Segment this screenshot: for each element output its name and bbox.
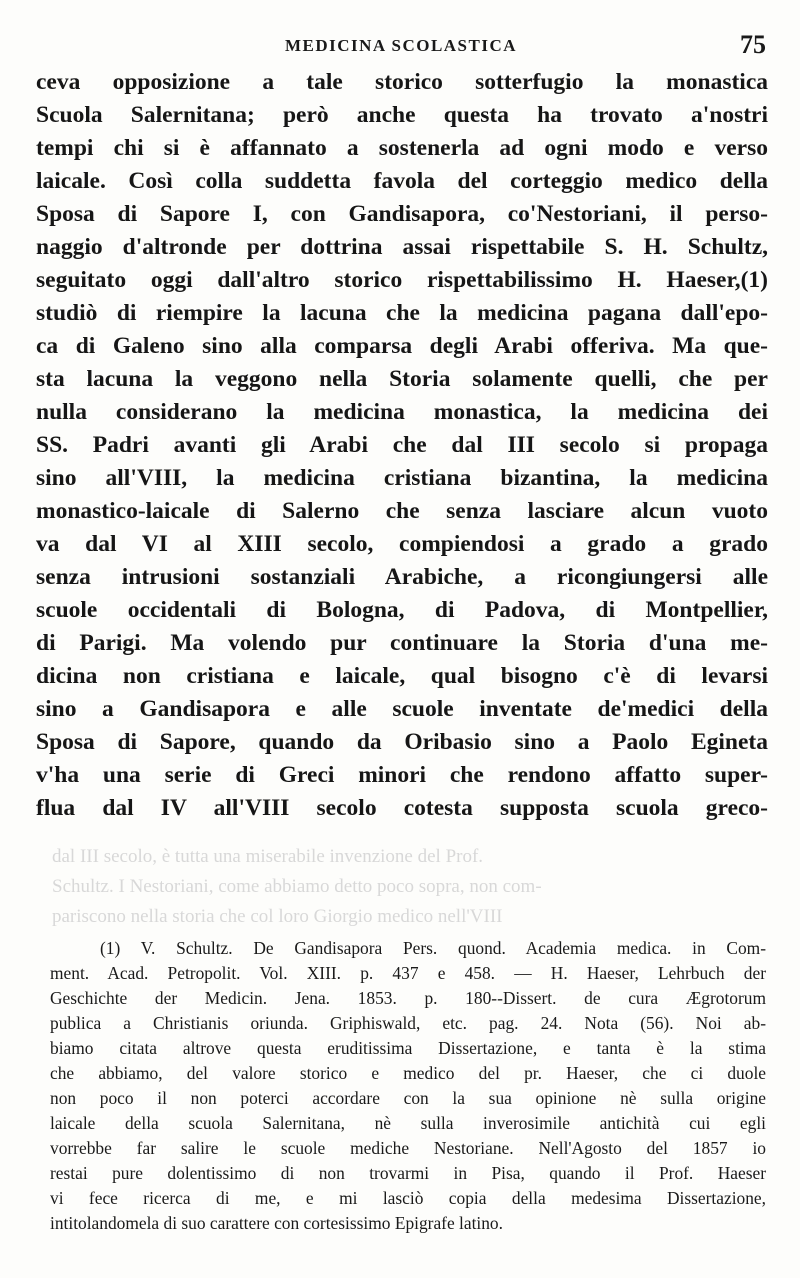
footnote-line: ment. Acad. Petropolit. Vol. XIII. p. 437 e 458. — H. Haeser, Lehrbuch der bbox=[50, 963, 766, 983]
text-line: laicale. Così colla suddetta favola del corteggio medico della bbox=[36, 168, 768, 194]
text-line: seguitato oggi dall'altro storico rispettabilissimo H. Haeser,(1) bbox=[36, 267, 768, 293]
text-line: flua dal IV all'VIII secolo cotesta supposta scuola greco- bbox=[36, 795, 768, 821]
text-line: Scuola Salernitana; però anche questa ha trovato a'nostri bbox=[36, 102, 768, 128]
text-line: dicina non cristiana e laicale, qual bisogno c'è di levarsi bbox=[36, 663, 768, 689]
running-head: MEDICINA SCOLASTICA bbox=[284, 36, 518, 55]
bleed-through-line: pariscono nella storia che col loro Giorgio medico nell'VIII bbox=[52, 906, 503, 927]
footnote-line: laicale della scuola Salernitana, nè sulla inverosimile antichità cui egli bbox=[50, 1113, 766, 1133]
footnote-line: vorrebbe far salire le scuole mediche Nestoriane. Nell'Agosto del 1857 io bbox=[50, 1138, 766, 1158]
text-line: tempi chi si è affannato a sostenerla ad ogni modo e verso bbox=[36, 135, 768, 161]
footnote-line: Geschichte der Medicin. Jena. 1853. p. 180--Dissert. de cura Ægrotorum bbox=[50, 988, 766, 1008]
bleed-through-line: dal III secolo, è tutta una miserabile invenzione del Prof. bbox=[52, 846, 484, 867]
text-line: monastico-laicale di Salerno che senza lasciare alcun vuoto bbox=[36, 498, 768, 524]
text-line: Sposa di Sapore, quando da Oribasio sino a Paolo Egineta bbox=[36, 729, 768, 755]
text-line: naggio d'altronde per dottrina assai rispettabile S. H. Schultz, bbox=[36, 234, 768, 260]
footnote-line: vi fece ricerca di me, e mi lasciò copia della medesima Dissertazione, bbox=[50, 1188, 766, 1208]
footnote-line: publica a Christianis oriunda. Griphiswald, etc. pag. 24. Nota (56). Noi ab- bbox=[50, 1013, 766, 1033]
text-line: ceva opposizione a tale storico sotterfugio la monastica bbox=[36, 69, 768, 95]
text-line: sta lacuna la veggono nella Storia solamente quelli, che per bbox=[36, 366, 768, 392]
footnote bbox=[50, 936, 766, 1236]
text-line: nulla considerano la medicina monastica, la medicina dei bbox=[36, 399, 768, 425]
text-line: ca di Galeno sino alla comparsa degli Arabi offeriva. Ma que- bbox=[36, 333, 768, 359]
text-line: di Parigi. Ma volendo pur continuare la Storia d'una me- bbox=[36, 630, 768, 656]
page-number: 75 bbox=[740, 30, 766, 59]
footnote-line: restai pure dolentissimo di non trovarmi in Pisa, quando il Prof. Haeser bbox=[50, 1163, 766, 1183]
page-header bbox=[36, 30, 766, 64]
bleed-through-text bbox=[52, 842, 772, 932]
text-line: sino all'VIII, la medicina cristiana bizantina, la medicina bbox=[36, 465, 768, 491]
text-line: sino a Gandisapora e alle scuole inventate de'medici della bbox=[36, 696, 768, 722]
footnote-line: biamo citata altrove questa eruditissima Dissertazione, e tanta è la stima bbox=[50, 1038, 766, 1058]
text-line: Sposa di Sapore I, con Gandisapora, co'Nestoriani, il perso- bbox=[36, 201, 768, 227]
text-line: studiò di riempire la lacuna che la medicina pagana dall'epo- bbox=[36, 300, 768, 326]
text-line: scuole occidentali di Bologna, di Padova, di Montpellier, bbox=[36, 597, 768, 623]
text-line: senza intrusioni sostanziali Arabiche, a ricongiungersi alle bbox=[36, 564, 768, 590]
text-line: v'ha una serie di Greci minori che rendono affatto super- bbox=[36, 762, 768, 788]
text-line: SS. Padri avanti gli Arabi che dal III secolo si propaga bbox=[36, 432, 768, 458]
footnote-line: intitolandomela di suo carattere con cortesissimo Epigrafe latino. bbox=[50, 1213, 503, 1233]
footnote-line: non poco il non poterci accordare con la sua opinione nè sulla origine bbox=[50, 1088, 766, 1108]
footnote-line: che abbiamo, del valore storico e medico del pr. Haeser, che ci duole bbox=[50, 1063, 766, 1083]
text-line: va dal VI al XIII secolo, compiendosi a grado a grado bbox=[36, 531, 768, 557]
footnote-line: (1) V. Schultz. De Gandisapora Pers. quond. Academia medica. in Com- bbox=[100, 938, 766, 958]
main-text bbox=[36, 66, 768, 825]
bleed-through-line: Schultz. I Nestoriani, come abbiamo detto poco sopra, non com- bbox=[52, 876, 542, 897]
